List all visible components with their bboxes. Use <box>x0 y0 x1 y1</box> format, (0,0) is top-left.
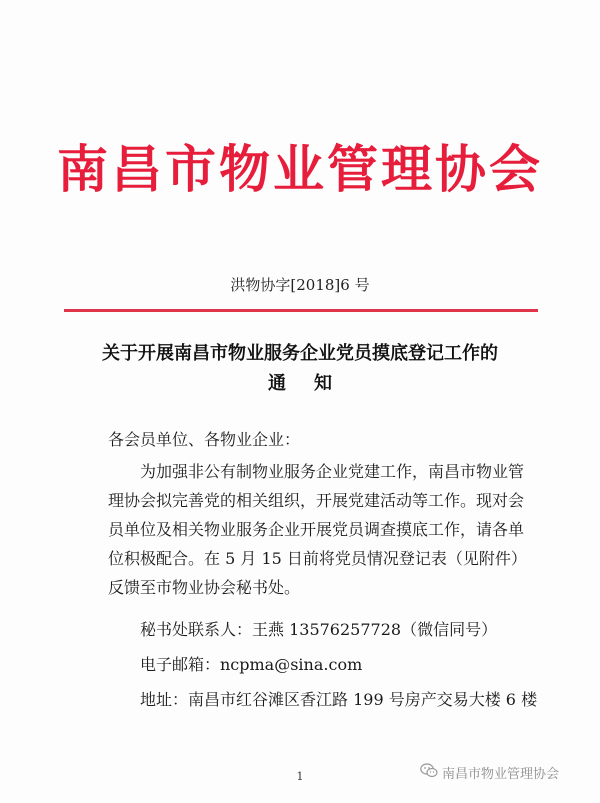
notice-subtitle: 通知 <box>268 373 360 394</box>
paragraph-line: 反馈至市物业协会秘书处。 <box>108 578 301 597</box>
document-number: 洪物协字[2018]6 号 <box>230 276 370 294</box>
watermark-text: 南昌市物业管理协会 <box>442 767 560 782</box>
watermark <box>420 763 559 782</box>
wechat-icon <box>420 763 442 782</box>
paragraph-line: 员单位及相关物业服务企业开展党员调查摸底工作，请各单 <box>108 520 525 539</box>
address-line: 地址：南昌市红谷滩区香江路 199 号房产交易大楼 6 楼 <box>140 690 538 709</box>
greeting: 各会员单位、各物业企业： <box>108 430 301 449</box>
paragraph-line: 为加强非公有制物业服务企业党建工作，南昌市物业管 <box>140 462 525 481</box>
red-divider <box>64 309 538 312</box>
email-line: 电子邮箱：ncpma@sina.com <box>140 655 363 674</box>
contact-line: 秘书处联系人：王燕 13576257728（微信同号） <box>140 620 498 639</box>
page-number: 1 <box>296 770 304 783</box>
org-title: 南昌市物业管理协会 <box>56 140 543 200</box>
notice-title: 关于开展南昌市物业服务企业党员摸底登记工作的 <box>102 343 498 364</box>
paragraph-line: 理协会拟完善党的相关组织，开展党建活动等工作。现对会 <box>108 491 525 510</box>
paragraph-line: 位积极配合。在 5 月 15 日前将党员情况登记表（见附件） <box>108 549 527 568</box>
